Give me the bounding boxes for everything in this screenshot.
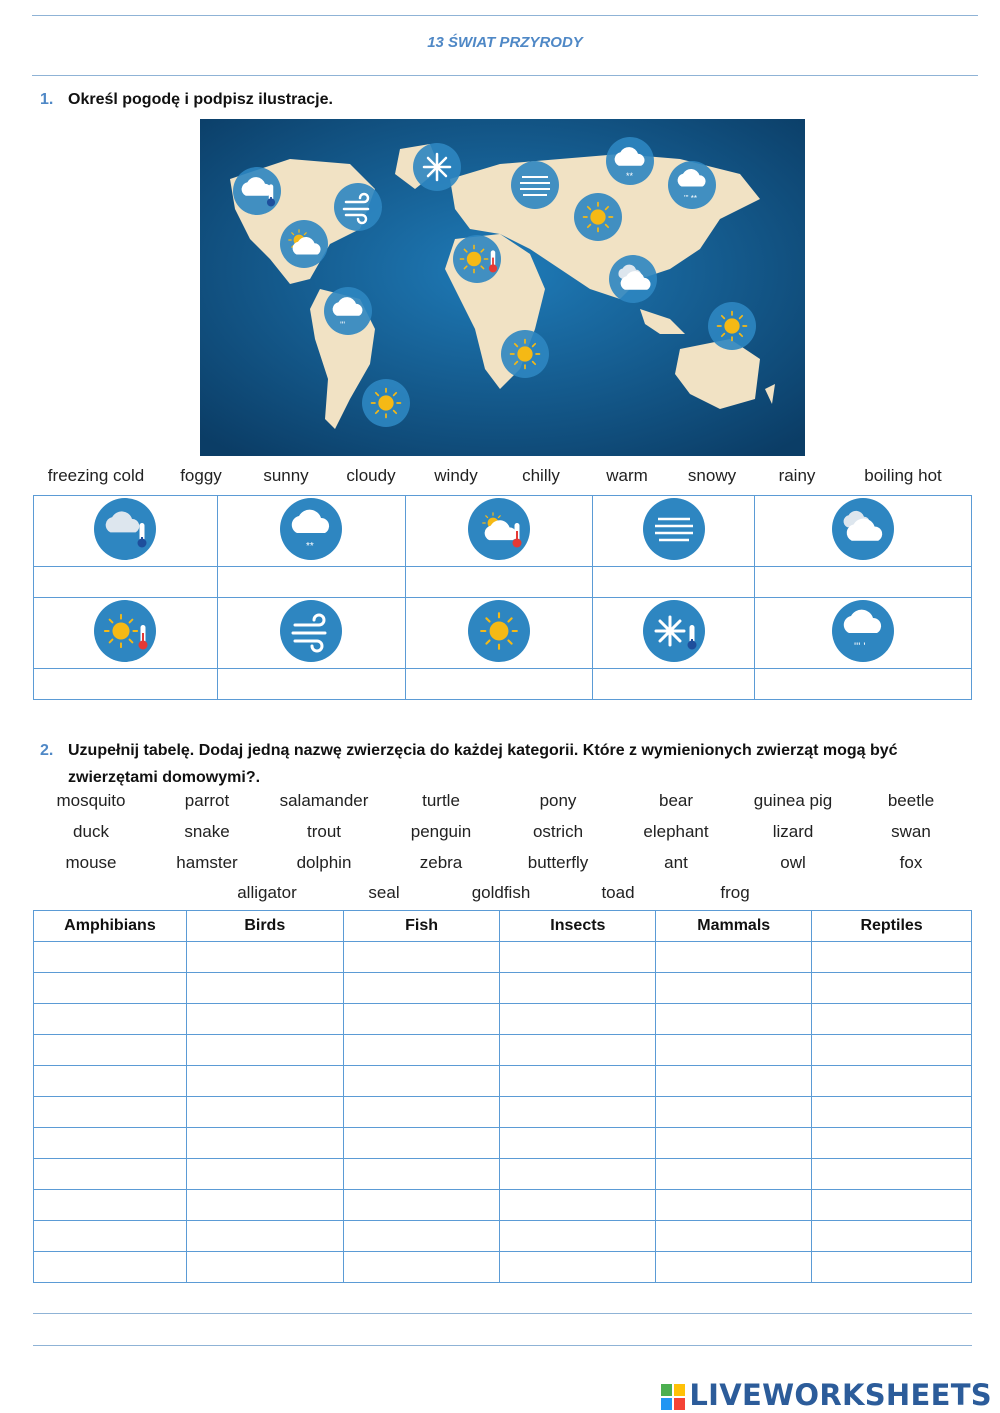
- weather-word: cloudy: [346, 466, 396, 485]
- animal-answer-cell[interactable]: [656, 1252, 812, 1283]
- animal-answer-cell[interactable]: [34, 1066, 187, 1097]
- title-rule: [32, 75, 978, 76]
- animal-table-row: [34, 942, 972, 973]
- svg-text:''' ': ''' ': [854, 640, 866, 653]
- answer-cell[interactable]: [405, 669, 593, 700]
- sunny-icon: [467, 599, 531, 663]
- weather-icon-row: [34, 496, 972, 567]
- question-1-number: 1.: [40, 91, 54, 108]
- question-2-number: 2.: [40, 742, 54, 759]
- answer-cell[interactable]: [593, 669, 755, 700]
- animal-answer-cell[interactable]: [343, 1159, 500, 1190]
- animal-answer-cell[interactable]: [343, 1004, 500, 1035]
- animal-answer-cell[interactable]: [500, 1128, 656, 1159]
- animal-answer-cell[interactable]: [500, 973, 656, 1004]
- answer-cell[interactable]: [755, 567, 972, 598]
- svg-text:''': ''': [340, 320, 346, 330]
- weather-answer-row: [34, 669, 972, 700]
- animal-answer-cell[interactable]: [656, 1097, 812, 1128]
- weather-word: chilly: [522, 466, 560, 485]
- animal-word: beetle: [887, 791, 935, 810]
- animal-word: dolphin: [296, 853, 352, 872]
- animal-answer-cell[interactable]: [343, 1035, 500, 1066]
- animal-answer-cell[interactable]: [343, 1097, 500, 1128]
- animal-word: parrot: [184, 791, 230, 810]
- question-1: [40, 91, 333, 109]
- animal-table-row: [34, 1004, 972, 1035]
- column-header-reptiles: Reptiles: [812, 911, 972, 942]
- animal-word: snake: [184, 822, 230, 841]
- animal-word: pony: [539, 791, 577, 810]
- animal-answer-cell[interactable]: [812, 942, 972, 973]
- weather-table: [33, 495, 972, 700]
- animal-answer-cell[interactable]: [500, 1004, 656, 1035]
- liveworksheets-logo: [661, 1378, 992, 1412]
- animal-word: ant: [664, 853, 688, 872]
- weather-icon-cell: [34, 598, 218, 669]
- animal-answer-cell[interactable]: [656, 973, 812, 1004]
- cloudy-icon: [831, 497, 895, 561]
- animal-table: [33, 910, 972, 1283]
- animal-answer-cell[interactable]: [34, 942, 187, 973]
- animal-answer-cell[interactable]: [186, 1128, 343, 1159]
- animal-word: trout: [306, 822, 342, 841]
- animal-answer-cell[interactable]: [656, 1004, 812, 1035]
- animal-answer-cell[interactable]: [34, 1159, 187, 1190]
- animal-table-row: [34, 973, 972, 1004]
- animal-word-row-4: [0, 883, 1000, 907]
- column-header-amphibians: Amphibians: [34, 911, 187, 942]
- question-1-text: Określ pogodę i podpisz ilustracje.: [68, 91, 333, 108]
- weather-icon-cell: [755, 496, 972, 567]
- weather-word: windy: [434, 466, 478, 485]
- animal-word: swan: [891, 822, 931, 841]
- animal-word: ostrich: [532, 822, 584, 841]
- animal-answer-cell[interactable]: [34, 1097, 187, 1128]
- animal-answer-cell[interactable]: [343, 1252, 500, 1283]
- animal-table-row: [34, 1252, 972, 1283]
- animal-answer-cell[interactable]: [343, 1128, 500, 1159]
- answer-line: [33, 1313, 972, 1314]
- weather-word: snowy: [687, 466, 737, 485]
- weather-icon-cell: [34, 496, 218, 567]
- column-header-fish: Fish: [343, 911, 500, 942]
- animal-word: toad: [601, 883, 635, 902]
- animal-answer-cell[interactable]: [500, 1066, 656, 1097]
- animal-answer-cell[interactable]: [343, 1190, 500, 1221]
- animal-word-row-1: [0, 791, 1000, 815]
- animal-word: duck: [73, 822, 109, 841]
- animal-answer-cell[interactable]: [500, 1097, 656, 1128]
- animal-answer-cell[interactable]: [812, 1097, 972, 1128]
- answer-cell[interactable]: [593, 567, 755, 598]
- animal-answer-cell[interactable]: [812, 973, 972, 1004]
- animal-word: guinea pig: [753, 791, 833, 810]
- animal-answer-cell[interactable]: [34, 1035, 187, 1066]
- animal-word-row-3: [0, 853, 1000, 877]
- animal-answer-cell[interactable]: [812, 1066, 972, 1097]
- animal-answer-cell[interactable]: [343, 1221, 500, 1252]
- answer-cell[interactable]: [34, 567, 218, 598]
- warm-icon: [467, 497, 531, 561]
- chilly-icon: [93, 497, 157, 561]
- animal-word: bear: [658, 791, 694, 810]
- animal-table-row: [34, 1221, 972, 1252]
- animal-answer-cell[interactable]: [34, 1221, 187, 1252]
- animal-answer-cell[interactable]: [343, 973, 500, 1004]
- weather-icon-cell: [593, 598, 755, 669]
- animal-answer-cell[interactable]: [343, 1066, 500, 1097]
- animal-table-header: [34, 911, 972, 942]
- top-rule: [32, 15, 978, 16]
- freezing-cold-icon: [642, 599, 706, 663]
- animal-answer-cell[interactable]: [34, 1004, 187, 1035]
- animal-word: elephant: [643, 822, 709, 841]
- animal-answer-cell[interactable]: [812, 1252, 972, 1283]
- answer-cell[interactable]: [217, 567, 405, 598]
- animal-word: owl: [780, 853, 806, 872]
- animal-answer-cell[interactable]: [34, 1128, 187, 1159]
- animal-table-row: [34, 1066, 972, 1097]
- animal-answer-cell[interactable]: [34, 1252, 187, 1283]
- svg-text:**: **: [306, 540, 314, 552]
- boiling-hot-icon: [93, 599, 157, 663]
- animal-answer-cell[interactable]: [186, 1221, 343, 1252]
- animal-answer-cell[interactable]: [186, 1066, 343, 1097]
- weather-icon-cell: [755, 598, 972, 669]
- animal-word: fox: [899, 853, 923, 872]
- weather-word-bank: [0, 466, 1000, 490]
- animal-table-row: [34, 1190, 972, 1221]
- animal-answer-cell[interactable]: [186, 1190, 343, 1221]
- animal-word: mosquito: [56, 791, 126, 810]
- animal-word: salamander: [279, 791, 369, 810]
- question-2-text-line2: zwierzętami domowymi?.: [68, 769, 261, 786]
- weather-word: sunny: [263, 466, 309, 485]
- answer-cell[interactable]: [34, 669, 218, 700]
- animal-word: frog: [720, 883, 750, 902]
- page-title: 13 ŚWIAT PRZYRODY: [427, 34, 583, 51]
- animal-answer-cell[interactable]: [812, 1190, 972, 1221]
- animal-answer-cell[interactable]: [812, 1159, 972, 1190]
- animal-answer-cell[interactable]: [186, 973, 343, 1004]
- windy-icon: [279, 599, 343, 663]
- animal-answer-cell[interactable]: [186, 942, 343, 973]
- weather-icon-row: [34, 598, 972, 669]
- animal-table-row: [34, 1035, 972, 1066]
- animal-answer-cell[interactable]: [500, 1159, 656, 1190]
- animal-word: lizard: [772, 822, 814, 841]
- animal-word-row-2: [0, 822, 1000, 846]
- animal-answer-cell[interactable]: [500, 1221, 656, 1252]
- animal-answer-cell[interactable]: [812, 1221, 972, 1252]
- animal-answer-cell[interactable]: [656, 1035, 812, 1066]
- animal-word: turtle: [422, 791, 460, 810]
- answer-cell[interactable]: [405, 567, 593, 598]
- question-2-text-line1: Uzupełnij tabelę. Dodaj jedną nazwę zwierzęcia do każdej kategorii. Które z wymienionych zwierząt mogą być: [68, 742, 898, 759]
- brand-text: LIVEWORKSHEETS: [689, 1378, 992, 1412]
- svg-text:**: **: [626, 171, 634, 181]
- animal-answer-cell[interactable]: [656, 942, 812, 973]
- animal-answer-cell[interactable]: [656, 1190, 812, 1221]
- animal-word: butterfly: [527, 853, 589, 872]
- svg-text:''' **: ''' **: [684, 194, 698, 203]
- column-header-birds: Birds: [186, 911, 343, 942]
- animal-answer-cell[interactable]: [500, 942, 656, 973]
- animal-word: goldfish: [471, 883, 531, 902]
- animal-word: seal: [368, 883, 400, 902]
- animal-table-row: [34, 1128, 972, 1159]
- animal-word: alligator: [237, 883, 297, 902]
- animal-answer-cell[interactable]: [186, 1004, 343, 1035]
- weather-icon-cell: [217, 496, 405, 567]
- liveworksheets-logo-icon: [661, 1384, 685, 1410]
- weather-answer-row: [34, 567, 972, 598]
- animal-answer-cell[interactable]: [34, 973, 187, 1004]
- animal-table-row: [34, 1097, 972, 1128]
- animal-answer-cell[interactable]: [656, 1221, 812, 1252]
- rainy-icon: [831, 599, 895, 663]
- answer-line: [33, 1345, 972, 1346]
- animal-answer-cell[interactable]: [186, 1035, 343, 1066]
- weather-word: rainy: [778, 466, 816, 485]
- weather-icon-cell: [405, 598, 593, 669]
- animal-answer-cell[interactable]: [656, 1159, 812, 1190]
- animal-answer-cell[interactable]: [343, 942, 500, 973]
- animal-answer-cell[interactable]: [186, 1097, 343, 1128]
- animal-answer-cell[interactable]: [500, 1190, 656, 1221]
- animal-answer-cell[interactable]: [500, 1035, 656, 1066]
- animal-word: zebra: [419, 853, 463, 872]
- animal-answer-cell[interactable]: [812, 1128, 972, 1159]
- answer-cell[interactable]: [217, 669, 405, 700]
- animal-word: penguin: [410, 822, 472, 841]
- weather-icon-cell: [593, 496, 755, 567]
- animal-answer-cell[interactable]: [186, 1252, 343, 1283]
- question-2: [40, 737, 940, 791]
- animal-word: hamster: [176, 853, 238, 872]
- weather-icon-cell: [217, 598, 405, 669]
- animal-answer-cell[interactable]: [186, 1159, 343, 1190]
- animal-answer-cell[interactable]: [34, 1190, 187, 1221]
- weather-word: foggy: [180, 466, 222, 485]
- weather-word: freezing cold: [47, 466, 145, 485]
- animal-table-row: [34, 1159, 972, 1190]
- snowy-icon: [279, 497, 343, 561]
- column-header-insects: Insects: [500, 911, 656, 942]
- foggy-icon: [642, 497, 706, 561]
- animal-answer-cell[interactable]: [656, 1066, 812, 1097]
- animal-answer-cell[interactable]: [812, 1035, 972, 1066]
- weather-icon-cell: [405, 496, 593, 567]
- animal-answer-cell[interactable]: [656, 1128, 812, 1159]
- weather-word: boiling hot: [864, 466, 942, 485]
- answer-cell[interactable]: [755, 669, 972, 700]
- animal-answer-cell[interactable]: [500, 1252, 656, 1283]
- weather-word: warm: [606, 466, 648, 485]
- animal-word: mouse: [65, 853, 117, 872]
- world-weather-map: [200, 119, 805, 456]
- animal-table-body: [34, 942, 972, 1283]
- animal-answer-cell[interactable]: [812, 1004, 972, 1035]
- column-header-mammals: Mammals: [656, 911, 812, 942]
